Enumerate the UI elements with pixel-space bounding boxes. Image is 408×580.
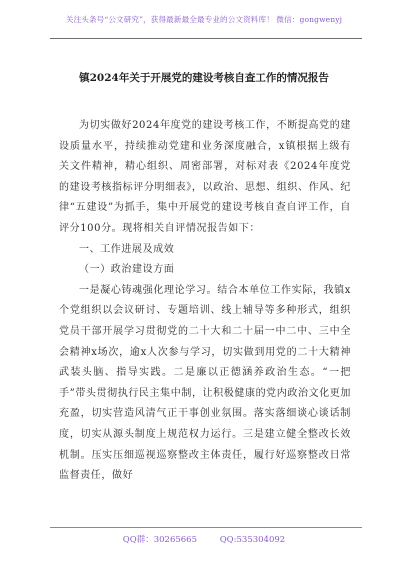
header-promo-note: 关注头条号“公文研究”，获得最新最全最专业的公文资料库！ 微信：gongwenyj	[65, 15, 343, 24]
header-divider	[50, 38, 362, 39]
footer-qq-number: QQ:535304092	[219, 535, 286, 545]
footer-qq-group: QQ群：30265665	[122, 535, 197, 545]
body-paragraph: 一是凝心铸魂强化理论学习。结合本单位工作实际，我镇x个党组织以会议研讨、专题培训、线上辅导等多种形式，组织党员干部开展学习贯彻党的二十大和二十届一中二中、三中全会精神x场次，逾x人次参与学习，切实做到用党的二十大精神武装头脑、指导实践。二是廉以正德涵养政治生态。“一把手”带头贯彻执行民主集中制，让积极健康的党内政治文化更加充盈，切实营造风清气正干事创业氛围。落实落细谈心谈话制度，切实从源头制度上规范权力运行。三是建立健全整改长效机制。压实压细巡视巡察整改主体责任，履行好巡察整改日常监督责任，做好	[59, 284, 351, 482]
footer-divider	[50, 527, 362, 528]
intro-paragraph: 为切实做好2024年度党的建设考核工作，不断提高党的建设质量水平，持续推动党建和业务深度融合，x镇根据上级有关文件精神，精心组织、周密部署，对标对表《2024年度党的建设考核指标评分明细表》，以政治、思想、组织、作风、纪律“五建设”为抓手，集中开展党的建设考核自查自评工作，自评分100分。现将相关自评情况报告如下：	[59, 120, 351, 234]
subsection-heading: （一）政治建设方面	[79, 264, 175, 276]
document-title: 镇2024年关于开展党的建设考核自查工作的情况报告	[79, 72, 329, 84]
footer-contact	[0, 533, 408, 545]
section-heading: 一、工作进展及成效	[79, 243, 175, 255]
document-body	[59, 116, 351, 487]
